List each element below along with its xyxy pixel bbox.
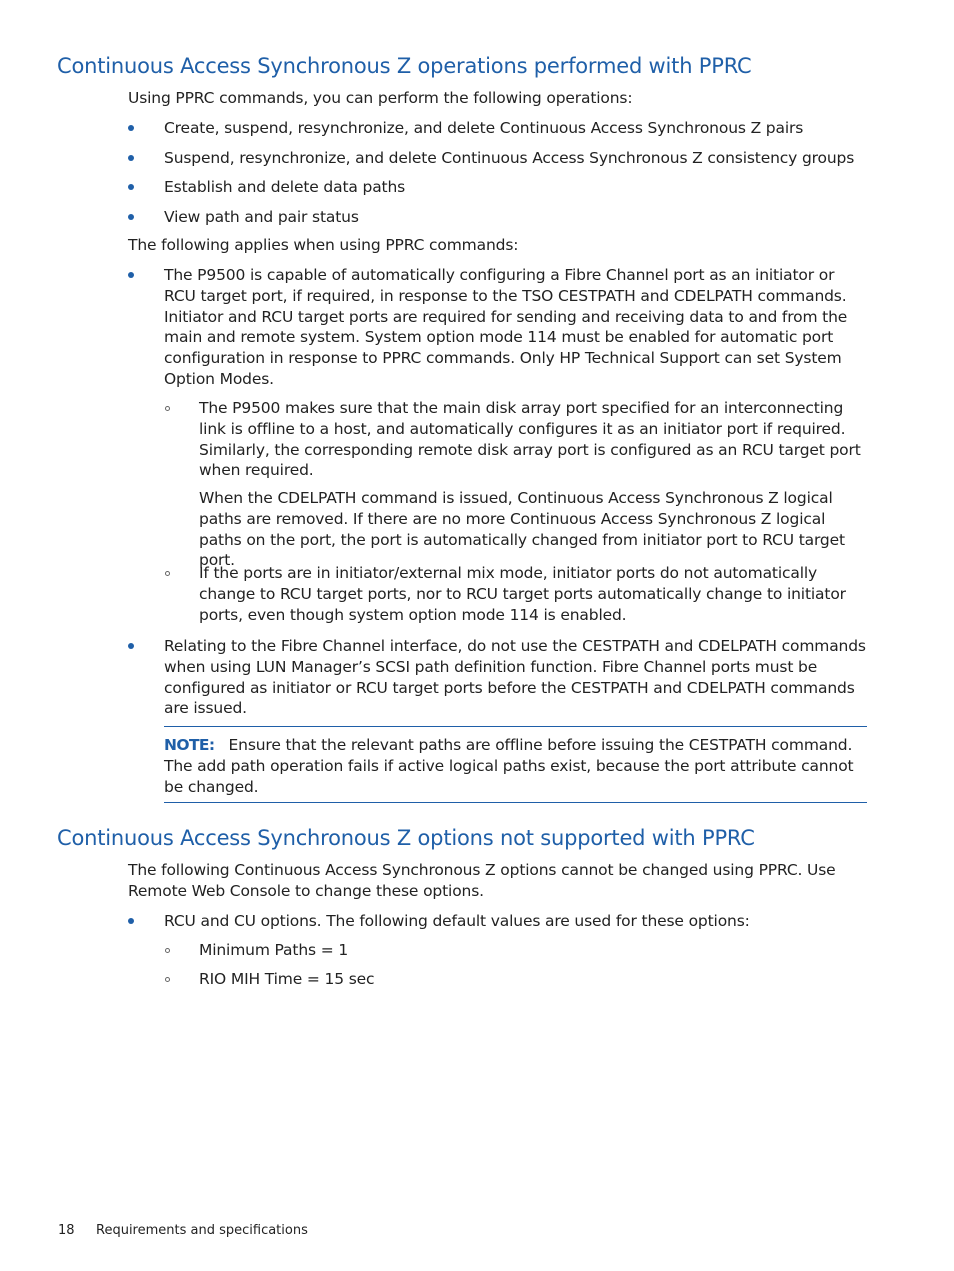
sub-list-item-text: If the ports are in initiator/external mix mode, initiator ports do not automatically change to RCU target ports, nor to RCU target ports automatically change to initiator ports, even though system option mode 114 is enabled. (199, 564, 846, 624)
sub-list-item (163, 969, 868, 990)
not-supported-intro: The following Continuous Access Synchronous Z options cannot be changed using PPRC. Use Remote Web Console to change these options. (128, 861, 836, 900)
bullet-icon (128, 214, 134, 220)
list-item-text: Suspend, resynchronize, and delete Continuous Access Synchronous Z consistency groups (164, 149, 855, 167)
list-item-text: The P9500 is capable of automatically configuring a Fibre Channel port as an initiator or RCU target port, if required, in response to the TSO CESTPATH and CDELPATH commands. Initiator and RCU target ports are required for sending and receiving data to and from the main and remote system. System option mode 114 must be enabled for automatic port configuration in response to PPRC commands. Only HP Technical Support can set System Option Modes. (164, 266, 848, 388)
sub-list-item-text: RIO MIH Time = 15 sec (199, 970, 375, 988)
note-box (164, 726, 867, 803)
note-text: Ensure that the relevant paths are offline before issuing the CESTPATH command. The add path operation fails if active logical paths exist, because the port attribute cannot be changed. (164, 736, 854, 796)
bullet-icon (128, 155, 134, 161)
circle-bullet-icon (165, 406, 170, 411)
list-item (128, 118, 868, 139)
circle-bullet-icon (165, 977, 170, 982)
note-label: NOTE: (164, 736, 215, 754)
list-item (128, 265, 868, 390)
sub-list-item-followup: When the CDELPATH command is issued, Continuous Access Synchronous Z logical paths are removed. If there are no more Continuous Access Synchronous Z logical paths on the port, the port is automatically changed from initiator port to RCU target port. (199, 489, 845, 570)
circle-bullet-icon (165, 571, 170, 576)
bullet-icon (128, 643, 134, 649)
note-content (164, 735, 867, 797)
list-item-text: Create, suspend, resynchronize, and delete Continuous Access Synchronous Z pairs (164, 119, 804, 137)
operations-intro: Using PPRC commands, you can perform the following operations: (128, 89, 633, 107)
footer-section-title: Requirements and specifications (96, 1223, 308, 1238)
section-heading-not-supported: Continuous Access Synchronous Z options not supported with PPRC (57, 826, 755, 850)
bullet-icon (128, 918, 134, 924)
sub-list-item (163, 940, 868, 961)
list-item-text: View path and pair status (164, 208, 359, 226)
sub-list-item (163, 563, 868, 625)
bullet-icon (128, 272, 134, 278)
bullet-icon (128, 184, 134, 190)
sub-list-item-text: The P9500 makes sure that the main disk array port specified for an interconnecting link is offline to a host, and automatically configures it as an initiator port if required. Similarly, the corresponding remote disk array port is configured as an RCU target port when required. (199, 399, 861, 480)
circle-bullet-icon (165, 948, 170, 953)
applies-intro: The following applies when using PPRC commands: (128, 236, 519, 254)
sub-list-item-text: Minimum Paths = 1 (199, 941, 349, 959)
list-item-text: Establish and delete data paths (164, 178, 406, 196)
list-item (128, 636, 868, 719)
list-item (128, 207, 868, 228)
page-number: 18 (58, 1223, 75, 1238)
sub-list-item (163, 398, 868, 481)
section-heading-operations: Continuous Access Synchronous Z operations performed with PPRC (57, 54, 752, 78)
list-item-text: Relating to the Fibre Channel interface, do not use the CESTPATH and CDELPATH commands when using LUN Manager’s SCSI path definition function. Fibre Channel ports must be configured as initiator or RCU target ports before the CESTPATH and CDELPATH commands are issued. (164, 637, 866, 718)
list-item (128, 148, 868, 169)
list-item-text: RCU and CU options. The following default values are used for these options: (164, 912, 750, 930)
list-item (128, 911, 868, 932)
list-item (128, 177, 868, 198)
bullet-icon (128, 125, 134, 131)
page-footer (58, 1223, 308, 1238)
